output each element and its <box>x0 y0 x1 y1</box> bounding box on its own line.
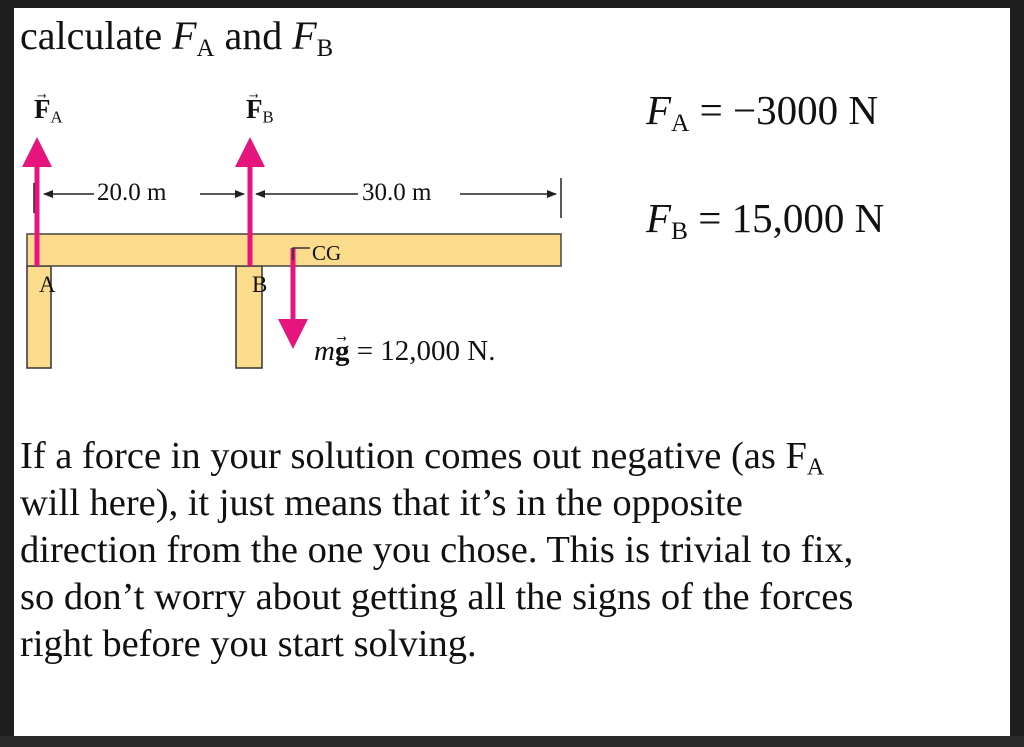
dimension-label-ab: 20.0 m <box>94 179 169 207</box>
result-fb-symbol: F <box>646 195 672 241</box>
paragraph-line-1-text: If a force in your solution comes out negative (as F <box>20 435 807 477</box>
result-fa-subscript: A <box>671 109 690 138</box>
result-fa-symbol: F <box>646 87 672 133</box>
slide <box>14 8 1010 736</box>
dimension-label-b-end: 30.0 m <box>359 179 434 207</box>
paragraph-line-1-subscript: A <box>806 454 825 481</box>
title-conjunction: and <box>214 13 293 58</box>
paragraph-line-3: direction from the one you chose. This is trivial to fix, <box>20 529 854 571</box>
result-fa <box>646 86 879 138</box>
force-fa-subscript: A <box>50 107 63 127</box>
force-fb-symbol: → F <box>246 94 263 125</box>
weight-g-symbol: → g <box>335 335 350 368</box>
force-label-fa <box>34 94 63 125</box>
weight-mass-symbol: m <box>314 335 335 367</box>
support-label-a: A <box>39 272 56 297</box>
result-fb <box>646 194 885 246</box>
force-label-fb <box>246 94 274 125</box>
bottom-bar <box>0 736 1024 747</box>
paragraph-line-2: will here), it just means that it’s in the opposite <box>20 482 743 524</box>
title-prefix: calculate <box>20 13 173 58</box>
title-fa-symbol: F <box>172 13 197 58</box>
paragraph-line-4: so don’t worry about getting all the signs of the forces <box>20 576 854 618</box>
title-fa-subscript: A <box>196 34 215 62</box>
title-fb-symbol: F <box>292 13 317 58</box>
explanation-paragraph <box>20 433 1004 668</box>
result-fb-subscript: B <box>671 217 688 246</box>
result-fb-value: = 15,000 N <box>688 195 885 241</box>
force-fb-subscript: B <box>262 107 274 127</box>
title-fb-subscript: B <box>316 34 334 62</box>
weight-label <box>314 335 496 368</box>
result-fa-value: = −3000 N <box>689 87 879 133</box>
force-fa-symbol: → F <box>34 94 51 125</box>
support-label-b: B <box>252 272 268 297</box>
cg-label: CG <box>312 241 342 265</box>
weight-value: = 12,000 N. <box>349 335 496 367</box>
paragraph-line-1 <box>20 433 1004 480</box>
paragraph-line-5: right before you start solving. <box>20 623 477 665</box>
